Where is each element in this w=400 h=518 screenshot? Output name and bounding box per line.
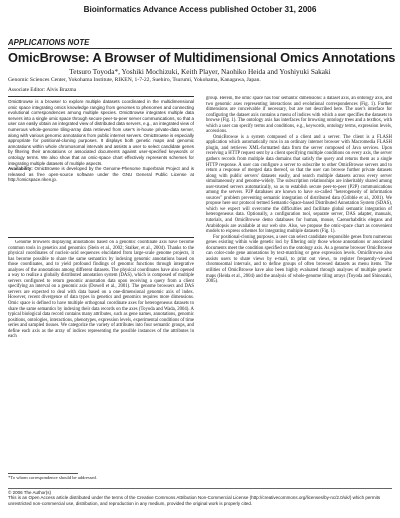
body-column-right (206, 96, 392, 472)
footnote-divider (8, 473, 78, 474)
correspondence-footnote: *To whom correspondence should be addressed. (8, 475, 97, 480)
abstract-box (8, 96, 194, 238)
author-list: Tetsuro Toyoda*, Yoshiki Mochizuki, Keith Player, Naohiko Heida and Yoshiyuki Sakaki (69, 67, 331, 76)
body-column-left (8, 240, 194, 472)
body-paragraph: group. Herein, the omic space has four semantic dimensions: a dataset axis, an ontology axis, and two genomic axes representing interactions and evolutional correspondences (Fig. 1). Further dimensions are conceivable if necessary, but are not described here. The user's interface for configuring the dataset axis contains a menu of indices with which a user specifies the datasets to browse (Fig. 1). The ontology axis has interfaces for browsing ontology trees and a textbox, with which a user can specify terms and conditions, e.g., keywords, ontology terms, expression levels, accessions. (206, 96, 392, 135)
associate-editor: Associate Editor: Alvis Brazma (8, 87, 77, 93)
body-paragraph: Genome browsers displaying annotations based on a genomic coordinate axis have become common tools in genetics and genomics (Stein et al., 2002; Stalker, et al., 2004). Thanks to the physical coordinates of nucleic-acid sequences elucidated from large-scale genome projects, it has become possible to share the same semantics by indexing genomic annotations based on those coordinates, and to yield profound findings of genomic functions through integrative analyses of the annotations among different datasets. The physical coordinates have also opened a way to realize a globally distributed annotation system (DAS), which is composed of multiple servers configured to return genomic annotation data upon receiving a query from a client specifying an interval on a genomic axis (Dowell et al., 2001). The genome browsers and DAS servers are expected to deal with data based on a one-dimensional genomic axis of index. However, recent divergence of data types in genetics and genomics requires more dimensions. Omic space is defined to have multiple orthogonal coordinate axes for heterogeneous datasets to share the same semantics by indexing their data records on the axes (Toyoda and Wada, 2004). A typical biological data record contains many attributes, such as gene names, annotations, genomic positions, ontologies, interactions, phenotypes, expression levels, experimental conditions of time series and sampled tissues. We categorize the variety of attributes into four semantic groups, and define each axis as the array of indices representing the possible instances of the attributes in each (8, 240, 194, 340)
availability-label: Availability: (8, 166, 33, 172)
availability-text: OmicBrowse is developed by the Genome-Phenome Superbrain Project and is released as free open-source software under the GNU General Public License at http://omicspace.riken.jp. (8, 166, 194, 183)
copyright-line: © 2006 The Author(s) (8, 490, 52, 495)
body-paragraph: OmicBrowse is a system composed of a client and a server. The client is a FLASH application which automatically runs in an ordinary internet browser with Macromedia FLASH plugin, and retrieves XML-formatted data from the server composed of Java services. Upon receiving a HTTP request sent by a client specifying multiple conditions on every axis, the server gathers records from multiple data domains that satisfy the query and returns them as a single HTTP response. A user can configure a server to subscribe to other OmicBrowse servers and to return a response of merged data thereof, so that the user can browse further private datasets along with public servers' datasets easily, and search multiple datasets across every server simultaneously and genome-widely. The subscription relationships are inheritably shared among user-trusted servers automatically, so as to establish secure peer-to-peer (P2P) communications among the servers. P2P databases are known to have so-called "heterogeneity of information sources" problem preventing semantic integration of distributed data (Gribble et al., 2001). We propose here our protocol termed Semantic-Space-based Distributed Annotation System (SDAS), which we expect will overcome the difficulties and facilitate global semantic integration of heterogeneous data. Optionally, a configuration tool, separate server, DAS adapter, manuals, tutorials, and OmicBrowse demo databases for human, mouse, Caenorhabditis elegans and Arabidopsis are available at our web site. Also, we propose the omic-space chart as convenient models to express schemes for integrating multiple datasets (Fig. 1). (206, 134, 392, 235)
affiliation: Genomic Sciences Center, Yokohama Institute, RIKEN, 1-7-22, Suehiro, Tsurumi, Yokohama, Kanagawa, Japan. (8, 77, 261, 83)
article-title: OmicBrowse: A Browser of Multidimensional Omics Annotations (8, 50, 396, 65)
copyright-divider (8, 488, 392, 489)
body-paragraph: For positional-cloning purposes, a user can select candidate responsible genes from numerous genes existing within wide genetic loci by filtering only those whose annotations or associated documents meet the condition specified on the ontology axis. As a genome browser OmicBrowse can color-code gene annotations by text-matching or gene expression levels. OmicBrowse also assists users to share views by e-mail, to print out views, to register frequently-viewed chromosomal intervals, and to define groups of often browsed datasets as menu items. The utilities of OmicBrowse have also been highly evaluated through analyses of multiple genetic maps (Heida et al., 2004) and the analysis of whole-genome tiling arrays (Toyoda and Shinozaki, 2005). (206, 234, 392, 285)
abstract-summary: OmicBrowse is a browser to explore multiple datasets coordinated in the multidimensional omic space integrating omics knowledge ranging from genomes to phenomes and connecting evolutional correspondences among multiple species. OmicBrowse integrates multiple data servers into a single omic space through secure peer-to-peer server communications, so that a user can easily obtain an integrated view of distributed data servers, e.g., an integrated view of numerous whole-genome tiling-array data retrieved from user's in-house private-data server, along with various genomic annotations from public internet servers. OmicBrowse is especially appropriate for positional-cloning purposes. It displays both genetic maps and genomic annotations within whole chromosomal intervals and assists a user to select candidate genes by filtering their annotations or associated documents against user-specified keywords or ontology terms. We also show that an omic-space chart effectively represents schemes for integrating multiple datasets of multiple aspects. (8, 99, 194, 166)
section-label: APPLICATIONS NOTE (8, 38, 90, 47)
license-text: This is an Open Access article distributed under the terms of the Creative Commons Attribution Non-Commercial License (http://creativecommons.org/licenses/by-nc/2.0/uk/) which permits unrestricted non-commercial use, distribution, and reproduction in any medium, provided the original work is properly cited. (8, 495, 381, 506)
title-divider (8, 48, 392, 49)
abstract-availability (8, 166, 194, 183)
copyright-block (8, 490, 394, 506)
journal-header: Bioinformatics Advance Access published October 31, 2006 (83, 5, 317, 14)
